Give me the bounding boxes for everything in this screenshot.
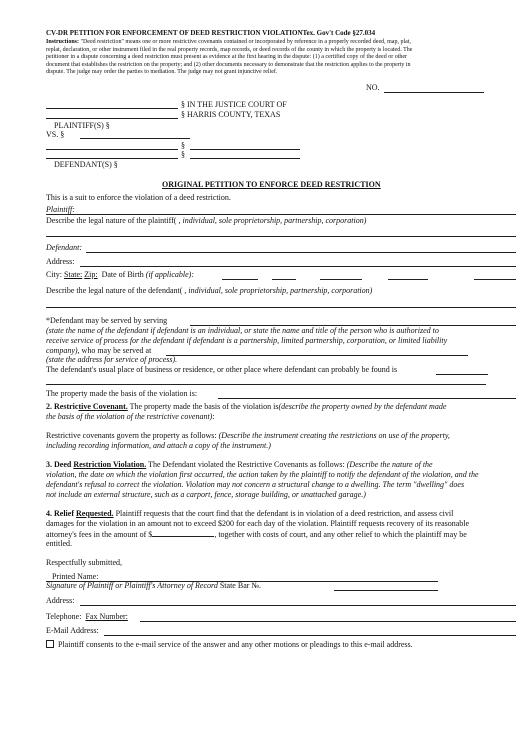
section-2-heading-b: tive Covenant. <box>78 402 128 411</box>
bar-number-field[interactable] <box>334 590 438 591</box>
telephone-row <box>46 612 128 622</box>
defendant-caption-label: DEFENDANT(S) § <box>54 160 118 169</box>
section-3-italic-1: (Describe the nature of the <box>344 460 433 469</box>
email-consent-checkbox[interactable] <box>46 640 54 648</box>
respectfully-submitted: Respectfully submitted, <box>46 558 122 567</box>
instructions-label: Instructions: <box>46 39 80 45</box>
section-3-line-1 <box>46 460 433 470</box>
section-4-text-3: attorney's fees in the amount of $ <box>46 530 153 539</box>
defendant-label: Defendant: <box>46 243 82 252</box>
extra-field-1[interactable] <box>272 279 296 280</box>
section-4-text-2: damages for the violation in an amount not to exceed $200 for each day of the violation. Plaintiff requests recovery of its reasonable <box>46 519 470 528</box>
govern-italic-1: (Describe the instrument creating the restrictions on use of the property, <box>216 431 450 440</box>
service-italic-4: (state the address for service of process). <box>46 355 178 364</box>
plaintiff-name-field[interactable] <box>46 108 178 109</box>
email-label: E-Mail Address: <box>46 626 99 635</box>
section-2-line-2 <box>46 412 215 422</box>
instructions-line-5: dispute. The judge may order the parties to mediation. The judge may not grant injunctive relief. <box>46 69 278 75</box>
defendant-nature-field[interactable] <box>46 307 516 308</box>
vs-field[interactable] <box>80 138 190 139</box>
consent-row <box>46 640 413 650</box>
caption-field-b[interactable] <box>190 158 300 159</box>
section-4-heading-b: Requested. <box>76 509 114 518</box>
defendant-name-field[interactable] <box>46 149 178 150</box>
section-3-italic-4: not include an external structure, such as a carport, fence, storage building, or unattached garage.) <box>46 490 366 499</box>
extra-field-2[interactable] <box>320 279 362 280</box>
court-line-1: § IN THE JUSTICE COURT OF <box>181 100 287 109</box>
section-3-italic-3: defendant's refusal to correct the violation. Violation may not concern a structural change to a dwelling. The term "dwelling" does <box>46 480 465 489</box>
section-2-text: The property made the basis of the violation is <box>127 402 279 411</box>
email-field[interactable] <box>104 635 516 636</box>
vs-label: VS. § <box>46 130 65 139</box>
dob-field[interactable] <box>222 279 258 280</box>
state-label: State: <box>64 270 83 279</box>
section-4-text-1: Plaintiff requests that the court find that the defendant is in violation of a deed restriction, and assess civil <box>113 509 454 518</box>
plaintiff-name-field-2[interactable] <box>46 118 178 119</box>
instructions-line-4: document that establishes the restriction on the property; and (2) other documents necessary to demonstrate that the restriction applies to the property in <box>46 61 411 68</box>
section-2-line-1 <box>46 402 446 412</box>
service-italic-1: (state the name of the defendant if defendant is an individual, or state the name and title of the person who is authorized to <box>46 326 439 335</box>
printed-name-label: Printed Name: <box>52 572 99 581</box>
extra-field-4[interactable] <box>474 279 516 280</box>
govern-text: Restrictive covenants govern the property as follows: <box>46 431 217 440</box>
signature-line <box>46 581 261 591</box>
govern-line-1 <box>46 431 450 441</box>
defendant-address-label: Address: <box>46 257 75 266</box>
section-4-heading-a: Relief <box>54 509 74 518</box>
instructions-line-1 <box>46 39 411 46</box>
address-field[interactable] <box>80 605 516 606</box>
bar-number-label: State Bar №. <box>217 581 262 590</box>
petition-title: ORIGINAL PETITION TO ENFORCE DEED RESTRICTION <box>162 180 381 189</box>
defendant-field[interactable] <box>86 252 516 253</box>
plaintiff-label: Plaintiff: <box>46 205 75 214</box>
service-line-1: *Defendant may be served by serving <box>46 316 168 325</box>
case-number-label: NO. <box>366 83 380 92</box>
defendant-address-field[interactable] <box>80 266 516 267</box>
service-italic-2: receive service of process for the defendant if defendant is a partnership, limited partnership, corporation, or limited liability <box>46 336 448 345</box>
section-4-text-3-tail: , together with costs of court, and any other relief to which the plaintiff may be <box>214 530 467 539</box>
defendant-describe-text: Describe the legal nature of the defendant( , <box>46 286 187 295</box>
plaintiff-nature-field[interactable] <box>46 236 516 237</box>
section-4-line-1 <box>46 509 453 519</box>
court-line-2: § HARRIS COUNTY, TEXAS <box>181 110 281 119</box>
section-2-number: 2. <box>46 402 52 411</box>
plaintiff-describe-text: Describe the legal nature of the plaintiff( , <box>46 216 181 225</box>
service-address-field[interactable] <box>166 355 468 356</box>
property-basis-field[interactable] <box>218 398 516 399</box>
telephone-label: Telephone: <box>46 612 82 621</box>
case-number-field[interactable] <box>384 92 484 93</box>
dob-label: Date of Birth <box>101 270 144 279</box>
plaintiff-field[interactable] <box>46 214 516 215</box>
section-2-italic-1: (describe the property owned by the defendant made <box>278 402 447 411</box>
usual-place-field[interactable] <box>436 374 488 375</box>
defendant-city-row <box>46 270 194 280</box>
instructions-text-1: "Deed restriction" means one or more restrictive covenants contained or incorporated by reference in a properly recorded deed, map, plat, <box>80 39 411 45</box>
signature-label: Signature of Plaintiff or Plaintiff's Attorney of Record <box>46 581 218 590</box>
govern-italic-2: including recording information, and attach a copy of the instrument.) <box>46 441 271 450</box>
city-label: City: <box>46 270 63 279</box>
section-2-colon: : <box>212 412 215 421</box>
zip-label: Zip: <box>84 270 98 279</box>
consent-text: Plaintiff consents to the e-mail service of the answer and any other motions or pleadings to this e-mail address. <box>58 640 413 649</box>
caption-field-a[interactable] <box>190 149 300 150</box>
section-4-number: 4. <box>46 509 52 518</box>
section-4-text-4: entitled. <box>46 539 72 548</box>
plaintiff-describe <box>46 216 366 226</box>
section-3-number: 3. <box>46 460 52 469</box>
address-label: Address: <box>46 596 75 605</box>
caption-section-mark-2: § <box>181 150 185 159</box>
intro-text: This is a suit to enforce the violation of a deed restriction. <box>46 193 231 202</box>
defendant-describe-options: individual, sole proprietorship, partnership, corporation) <box>186 286 373 295</box>
section-3-heading-b: Restriction Violation. <box>73 460 147 469</box>
attorney-fee-field[interactable] <box>152 529 214 537</box>
fax-label: Fax Number: <box>85 612 128 621</box>
caption-section-mark-1: § <box>181 141 185 150</box>
usual-place-text: The defendant's usual place of business or residence, or other place where defendant can probably be found is <box>46 365 398 374</box>
section-3-italic-2: violation, the date on which the violation first occurred, the action taken by the plaintiff to notify the defendant of the violation, and the <box>46 470 479 479</box>
instructions-line-3: petitioner in a dispute concerning a deed restriction must present as evidence at the first hearing in the dispute: (1) a certified copy of the deed or other <box>46 54 408 60</box>
extra-field-3[interactable] <box>388 279 428 280</box>
service-italic-3: company), <box>46 346 80 355</box>
property-basis-label: The property made the basis of the violation is: <box>46 389 198 398</box>
plaintiff-caption-label: PLAINTIFF(S) § <box>54 121 110 130</box>
section-2-heading-a: Restric <box>54 402 79 411</box>
plaintiff-describe-options: individual, sole proprietorship, partnership, corporation) <box>180 216 367 225</box>
telephone-field[interactable] <box>140 621 516 622</box>
section-4-line-3 <box>46 529 467 540</box>
section-3-text: The Defendant violated the Restrictive Covenants as follows: <box>146 460 345 469</box>
section-2-italic-2: the basis of the violation of the restrictive covenant) <box>46 412 213 421</box>
service-line-3-tail: who may be served at <box>79 346 152 355</box>
defendant-name-field-2[interactable] <box>46 158 178 159</box>
instructions-line-2: replat, declaration, or other instrument filed in the real property records, map records, or deed records of the county in which the property is located. The <box>46 46 413 53</box>
usual-place-field-2[interactable] <box>46 384 486 385</box>
defendant-describe <box>46 286 372 296</box>
form-title: CV-DR PETITION FOR ENFORCEMENT OF DEED RESTRICTION VIOLATIONTex. Gov't Code §27.034 <box>46 29 376 37</box>
dob-hint: (if applicable): <box>145 270 195 279</box>
section-3-heading-a: Deed <box>54 460 72 469</box>
